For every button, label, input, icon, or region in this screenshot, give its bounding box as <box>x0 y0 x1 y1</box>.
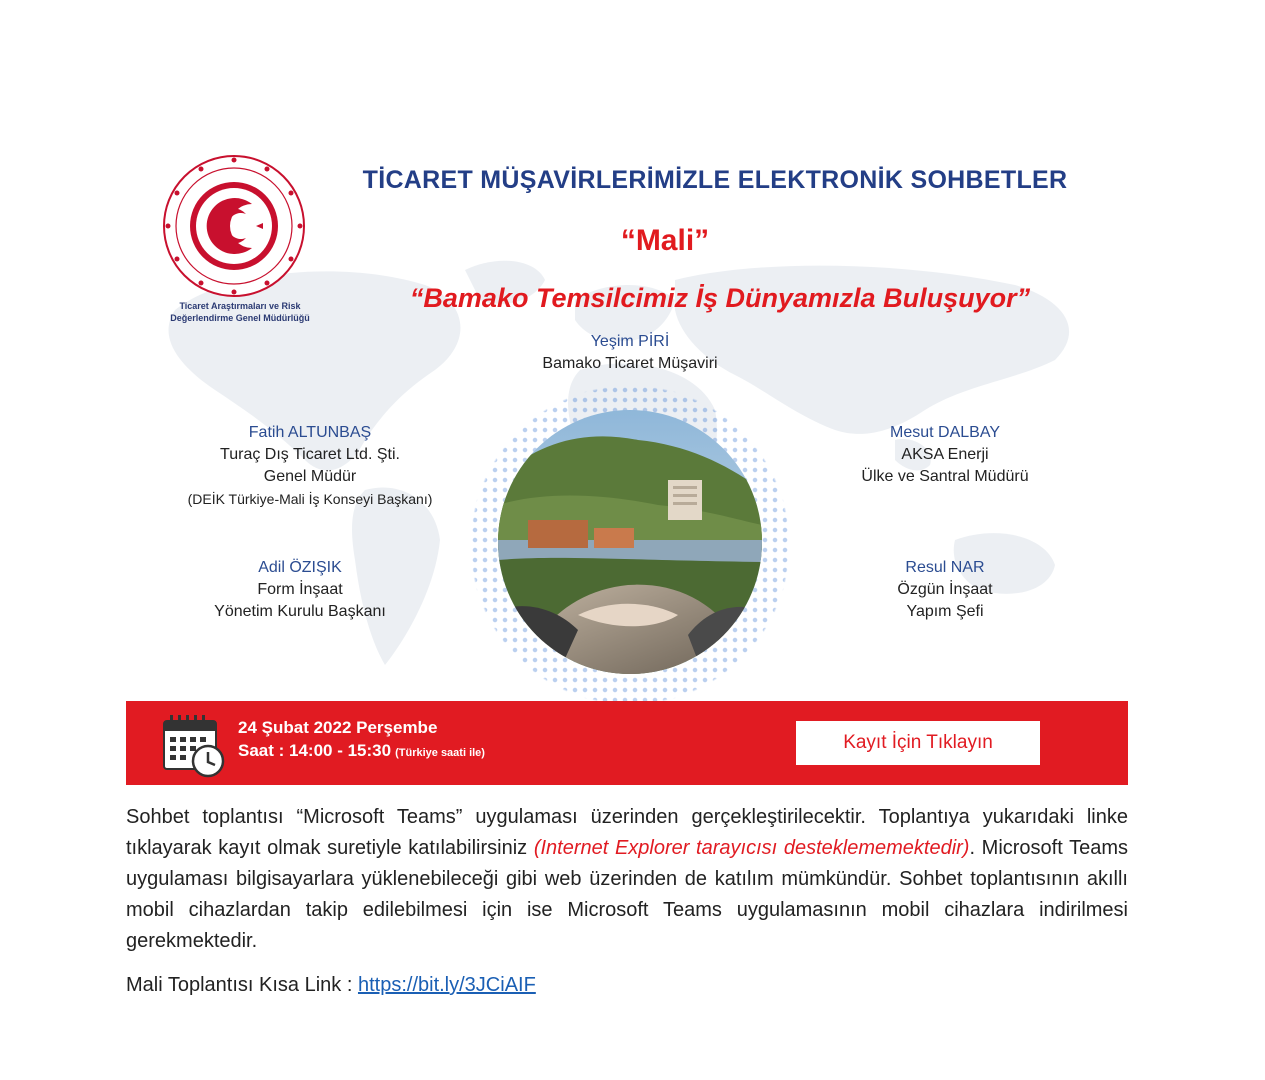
browser-warning: (Internet Explorer tarayıcısı desteklememektedir) <box>533 837 970 859</box>
speaker-mesut <box>800 422 1090 488</box>
info-paragraph <box>126 802 1128 957</box>
speaker-role: Yapım Şefi <box>906 603 984 620</box>
ministry-logo <box>160 152 308 300</box>
info-text-part1: Sohbet toplantısı “Microsoft Teams” uygulaması üzerinden gerçekleştirilecektir. Toplantıya yukarıdaki linke tıklayarak kayıt olmak suretiyle katılabilirsiniz <box>126 806 1128 859</box>
speaker-company: Turaç Dış Ticaret Ltd. Şti. <box>220 446 400 463</box>
speaker-name: Yeşim PİRİ <box>590 333 670 350</box>
speaker-role: Ülke ve Santral Müdürü <box>861 468 1029 485</box>
event-subtitle: “Bamako Temsilcimiz İş Dünyamızla Buluşuyor” <box>409 283 1031 313</box>
speaker-resul <box>800 557 1090 623</box>
short-link[interactable]: https://bit.ly/3JCiAIF <box>357 974 536 996</box>
short-link-row <box>126 974 536 997</box>
event-banner <box>126 701 1128 785</box>
country-title: “Mali” <box>620 224 710 257</box>
event-time: Saat : 14:00 - 15:30 <box>238 741 392 760</box>
calendar-clock-icon <box>162 713 226 779</box>
speaker-role: Yönetim Kurulu Başkanı <box>214 603 386 620</box>
bamako-handshake-photo <box>498 410 762 674</box>
speaker-role: Genel Müdür <box>263 468 357 485</box>
speaker-extra-role: (DEİK Türkiye-Mali İş Konseyi Başkanı) <box>187 491 433 507</box>
page-title: TİCARET MÜŞAVİRLERİMİZLE ELEKTRONİK SOHBETLER <box>362 166 1068 194</box>
speaker-name: Fatih ALTUNBAŞ <box>248 424 372 441</box>
org-name-line1: Ticaret Araştırmaları ve Risk <box>179 301 301 311</box>
org-name-line2: Değerlendirme Genel Müdürlüğü <box>170 313 310 323</box>
speaker-company: AKSA Enerji <box>901 446 989 463</box>
register-button[interactable]: Kayıt İçin Tıklayın <box>796 721 1040 765</box>
short-link-label: Mali Toplantısı Kısa Link : <box>126 974 358 996</box>
speaker-company: Form İnşaat <box>257 581 343 598</box>
event-time-note: (Türkiye saati ile) <box>395 747 485 759</box>
event-date: 24 Şubat 2022 Perşembe <box>238 718 438 737</box>
event-time-row <box>238 741 485 761</box>
speaker-yesim <box>480 331 780 375</box>
speaker-company: Özgün İnşaat <box>897 581 993 598</box>
speaker-name: Resul NAR <box>905 559 985 576</box>
speaker-role: Bamako Ticaret Müşaviri <box>542 355 718 372</box>
speaker-name: Adil ÖZIŞIK <box>258 559 342 576</box>
speaker-adil <box>150 557 450 623</box>
speaker-fatih <box>140 422 480 510</box>
speaker-name: Mesut DALBAY <box>890 424 1000 441</box>
info-text-part2: . Microsoft Teams uygulaması bilgisayarlara yüklenebileceği gibi web üzerinden de katılım mümkündür. Sohbet toplantısının akıllı mobil cihazlardan takip edilebilmesi için ise Microsoft Teams uygulamasının mobil cihazlara indirilmesi gerekmektedir. <box>126 837 1128 952</box>
